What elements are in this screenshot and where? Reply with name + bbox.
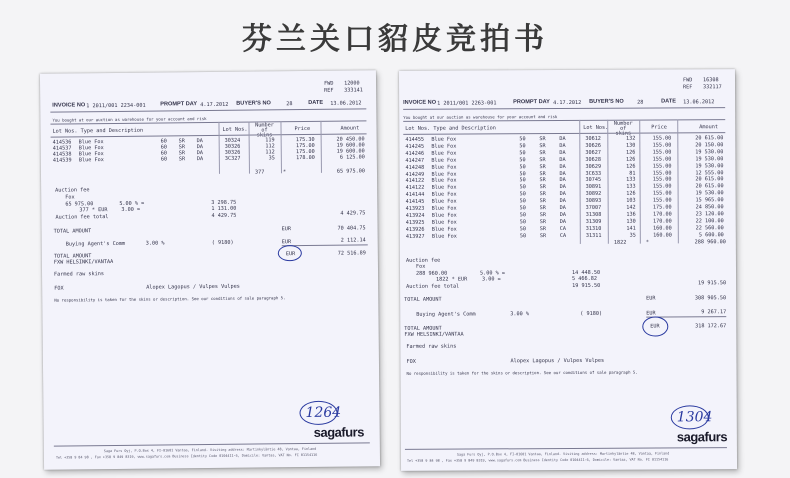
cell-description: Blue Fox [431, 184, 457, 192]
fee-line1-a: 65 975.00 [65, 201, 94, 208]
cell-lot-number: 414249 [405, 171, 425, 178]
invoice-no: 1 2011/001 2234-001 [86, 102, 146, 110]
cell-price: 155.00 [652, 190, 672, 197]
cell-lot-number: 414248 [405, 164, 425, 171]
invoice-no: 1 2011/001 2263-001 [437, 100, 497, 107]
buyers-no: 28 [637, 99, 644, 106]
fee-line1-b: 5.00 % = [480, 270, 506, 277]
col-amount: Amount [699, 124, 719, 131]
cell-grade-a: 50 [519, 156, 526, 163]
cell-grade-a: 60 [160, 144, 167, 151]
fee-line2-c: 5 466.82 [572, 275, 598, 282]
cell-grade-b: SR [178, 144, 185, 151]
cell-amount: 22 560.00 [695, 224, 724, 232]
cell-grade-c: DA [559, 149, 566, 156]
cell-price: 155.00 [652, 197, 672, 204]
hand-drawn-circle [278, 245, 302, 261]
col-number-of-skins: Number of skins [255, 122, 274, 139]
cell-grade-b: SR [178, 138, 185, 145]
cell-price: 155.00 [652, 169, 672, 177]
column-rule [218, 122, 220, 174]
cell-amount: 23 120.00 [695, 211, 724, 218]
cell-grade-a: 60 [160, 150, 168, 157]
footer-address: Saga Furs Oyj, P.O.Box 4, FI-01601 Vantaa, Finland. Visiting address: Martinkyläntie 48, Vantaa, Finland [103, 446, 317, 454]
cell-price: 170.00 [652, 218, 672, 225]
cell-lot-number: 413927 [405, 233, 425, 240]
total-amount-value: 308 905.50 [694, 295, 727, 302]
col-lot-type: Lot Nos. Type and Description [52, 127, 144, 135]
cell-grade-a: 50 [519, 191, 526, 198]
cell-grade-c: DA [559, 136, 566, 143]
cell-grade-c: DA [559, 191, 566, 198]
fee-line1-c: 14 448.50 [571, 269, 601, 276]
fee-total: 19 915.50 [697, 280, 727, 287]
currency-eur: EUR [646, 310, 656, 317]
fee-total: 4 429.75 [340, 210, 366, 217]
cell-lot-number: 413926 [405, 226, 425, 233]
fee-line1-a: 288 960.00 [416, 270, 448, 277]
cell-lot-nos: 3C633 [585, 170, 602, 177]
buyers-no: 28 [286, 101, 293, 108]
cell-amount: 19 530.00 [695, 155, 724, 163]
cell-grade-a: 50 [519, 170, 526, 177]
cell-grade-c: DA [196, 138, 203, 145]
invoice-sheet-left [40, 70, 380, 469]
cell-lot-number: 414539 [52, 157, 72, 164]
cell-number-of-skins: 136 [626, 211, 636, 218]
invoice-no-label: INVOICE NO [52, 102, 86, 109]
cell-grade-b: SR [539, 136, 546, 143]
cell-grade-a: 50 [519, 163, 526, 170]
cell-number-of-skins: 119 [265, 137, 275, 144]
cell-lot-nos: 30326 [224, 143, 241, 150]
cell-grade-c: DA [196, 150, 204, 157]
cell-grade-a: 60 [160, 138, 167, 145]
cell-lot-number: 413925 [405, 219, 425, 226]
fee-total-label: Auction fee total [406, 283, 460, 290]
cell-grade-c: DA [559, 142, 566, 149]
cell-number-of-skins: 126 [626, 156, 636, 163]
cell-grade-c: CA [559, 225, 567, 232]
cell-description: Blue Fox [78, 151, 104, 158]
cell-description: Blue Fox [431, 205, 457, 212]
cell-grade-c: DA [559, 163, 566, 170]
fxw-location: FXW HELSINKI/VANTAA [404, 331, 464, 338]
cell-price: 160.00 [653, 232, 672, 239]
col-lot-nos: Lot Nos. [222, 126, 248, 133]
cell-lot-nos: 30612 [585, 135, 601, 142]
cell-price: 170.00 [652, 211, 672, 218]
cell-lot-number: 414122 [405, 178, 425, 185]
divider [54, 442, 370, 446]
cell-amount: 19 530.00 [695, 148, 724, 156]
fwd-value: 16308 [702, 77, 719, 84]
cell-grade-c: DA [559, 198, 566, 205]
cell-lot-number: 414455 [405, 136, 425, 143]
auction-fee-label: Auction fee [55, 187, 90, 194]
cell-lot-nos: 31308 [585, 211, 602, 218]
cell-price: 155.00 [652, 163, 672, 170]
total-amount-label: TOTAL AMOUNT [53, 228, 92, 235]
cell-grade-c: DA [196, 144, 203, 151]
cell-amount: 6 125.00 [339, 154, 365, 161]
col-number-of-skins: Number of skins [613, 120, 633, 137]
cell-lot-number: 413924 [405, 212, 425, 219]
cell-number-of-skins: 133 [626, 183, 636, 190]
cell-description: Blue Fox [431, 219, 457, 226]
sagafurs-logo: sagafurs [676, 429, 728, 445]
date-label: DATE [308, 99, 324, 106]
cell-grade-a: 60 [160, 156, 168, 163]
cell-grade-b: SR [539, 232, 547, 239]
agent-comm-label: Buying Agent's Comm [65, 240, 126, 248]
cell-number-of-skins: 130 [626, 218, 636, 225]
cell-lot-nos: 30627 [585, 149, 602, 156]
footer-contact: Tel +358 9 84 98 , Fax +358 9 849 8319, www.sagafurs.com Business Identity Code 0104411-6, Domicile: Vantaa, VAT No. FI 01154116 [55, 452, 318, 460]
total-star: * [282, 169, 287, 176]
ref-label: REF [324, 87, 334, 94]
fee-line2-c: 1 131.00 [211, 205, 237, 212]
footer-contact: Tel +358 9 84 98 , Fax +358 9 849 8319, www.sagafurs.com Business Identity Code 0104411-6, Domicile: Vantaa, VAT No. FI 01154116 [406, 457, 669, 463]
col-price: Price [651, 124, 667, 131]
cell-price: 160.00 [653, 225, 672, 232]
cell-amount: 20 150.00 [695, 142, 724, 149]
total-amount: 65 975.00 [336, 168, 366, 175]
cell-grade-c: DA [559, 218, 567, 225]
cell-number-of-skins: 132 [625, 135, 636, 142]
cell-description: Blue Fox [431, 233, 457, 240]
cell-price: 155.00 [652, 183, 672, 190]
col-amount: Amount [340, 125, 360, 132]
cell-lot-nos: 30626 [585, 142, 601, 149]
currency-eur: EUR [646, 295, 656, 302]
cell-amount: 15 965.00 [695, 197, 724, 204]
cell-grade-a: 50 [519, 225, 527, 232]
currency-eur: EUR [281, 226, 291, 233]
cell-amount: 19 530.00 [695, 162, 724, 169]
fee-line2-b: 3.00 = [121, 206, 141, 213]
fwd-label: FWD [682, 77, 693, 84]
cell-description: Blue Fox [431, 177, 457, 185]
cell-grade-b: SR [539, 191, 546, 198]
ref-label: REF [683, 84, 693, 91]
prompt-day-label: PROMPT DAY [513, 99, 550, 106]
fee-line2-a: 377 * EUR [79, 207, 108, 214]
cell-description: Blue Fox [431, 198, 457, 205]
cell-grade-a: 50 [519, 136, 526, 143]
agent-comm-label: Buying Agent's Comm [416, 311, 476, 318]
cell-lot-nos: 30893 [585, 197, 602, 205]
cell-grade-a: 50 [519, 150, 526, 157]
cell-lot-nos: 30892 [585, 191, 602, 198]
currency-eur: EUR [650, 323, 660, 330]
cell-grade-b: SR [539, 170, 546, 177]
total-amount-value: 70 404.75 [337, 225, 366, 232]
cell-lot-nos: 31310 [585, 225, 602, 232]
cell-price: 178.00 [296, 154, 315, 162]
auction-fee-label: Auction fee [405, 257, 441, 264]
prompt-day: 4.17.2012 [553, 99, 582, 107]
cell-lot-number: 414145 [405, 198, 425, 205]
col-lot-type: Lot Nos. Type and Description [405, 125, 496, 132]
cell-price: 175.00 [295, 142, 315, 150]
farmed-skins: Farmed raw skins [406, 343, 457, 350]
col-price: Price [294, 125, 311, 133]
cell-grade-c: DA [559, 170, 566, 177]
farmed-skins: Farmed raw skins [54, 271, 105, 278]
ref-value: 332117 [703, 84, 722, 91]
cell-lot-number: 414245 [405, 143, 425, 150]
disclaimer: No responsibility is taken for the skins or description. See our conditions of sale paragraph 5. [54, 295, 286, 303]
purchase-note: You bought at our auction as warehouse for your account and risk [52, 116, 207, 123]
cell-lot-nos: 30629 [585, 163, 602, 170]
cell-grade-b: SR [539, 198, 546, 205]
cell-number-of-skins: 112 [265, 143, 275, 150]
cell-description: Blue Fox [431, 191, 457, 198]
cell-lot-number: 413923 [405, 205, 425, 212]
cell-grade-c: DA [559, 184, 566, 191]
cell-lot-nos: 31309 [585, 218, 602, 225]
cell-grade-c: DA [559, 156, 566, 163]
ref-value: 333141 [344, 87, 363, 94]
cell-price: 155.00 [652, 149, 672, 156]
total-skins: 377 [254, 169, 265, 176]
cell-amount: 20 615.00 [695, 176, 724, 183]
cell-grade-b: SR [539, 149, 546, 156]
agent-comm-pct: 3.00 % [145, 240, 165, 247]
cell-number-of-skins: 126 [626, 190, 636, 197]
agent-code: ( 9180) [211, 239, 234, 246]
fee-total-label: Auction fee total [55, 214, 109, 221]
cell-grade-b: SR [178, 150, 186, 157]
cell-number-of-skins: 35 [629, 232, 636, 239]
fee-line2-b: 3.00 = [482, 276, 501, 283]
cell-amount: 5 600.00 [698, 231, 724, 238]
column-rule [320, 121, 322, 173]
grand-total: 318 172.67 [695, 323, 727, 330]
fox-code: FOX [406, 358, 416, 365]
cell-grade-b: SR [539, 218, 547, 225]
cell-number-of-skins: 141 [626, 225, 636, 232]
agent-comm-value: 9 267.17 [701, 309, 727, 316]
currency-eur: EUR [285, 251, 296, 258]
cell-number-of-skins: 112 [265, 149, 275, 156]
cell-number-of-skins: 81 [629, 170, 636, 177]
cell-grade-c: DA [559, 211, 566, 218]
cell-lot-nos: 3C327 [224, 155, 241, 162]
total-star: * [645, 239, 649, 246]
column-rule [579, 120, 581, 244]
cell-grade-a: 50 [519, 219, 527, 226]
cell-amount: 19 600.00 [336, 148, 365, 155]
cell-grade-b: SR [178, 156, 186, 163]
cell-description: Blue Fox [431, 212, 457, 219]
handwritten-number: 1304 [676, 409, 713, 426]
cell-lot-nos: 30745 [585, 177, 602, 184]
divider [403, 107, 725, 110]
cell-price: 155.00 [652, 135, 672, 142]
cell-grade-b: SR [539, 212, 546, 219]
cell-amount: 19 530.00 [695, 190, 724, 197]
cell-lot-number: 414122 [405, 185, 425, 192]
total-amount: 288 960.00 [694, 239, 726, 246]
cell-lot-nos: 31311 [585, 232, 602, 239]
cell-description: Blue Fox [431, 136, 457, 143]
purchase-note: You bought at our auction as warehouse for your account and risk [403, 114, 558, 120]
invoice-no-label: INVOICE NO [403, 99, 437, 106]
cell-grade-a: 50 [519, 232, 527, 239]
cell-amount: 22 100.00 [695, 217, 724, 225]
fee-line1-b: 5.00 % = [119, 200, 145, 207]
prompt-day: 4.17.2012 [200, 101, 229, 109]
cell-description: Blue Fox [431, 171, 457, 178]
cell-grade-b: SR [539, 163, 546, 170]
cell-description: Blue Fox [78, 145, 104, 152]
cell-grade-b: SR [539, 156, 546, 163]
cell-grade-b: SR [539, 177, 546, 184]
hand-drawn-circle [642, 316, 668, 336]
cell-lot-number: 414538 [52, 151, 72, 158]
sagafurs-logo: sagafurs [313, 424, 364, 440]
cell-lot-nos: 30324 [224, 137, 241, 144]
prompt-day-label: PROMPT DAY [160, 101, 198, 108]
cell-lot-nos: 37007 [585, 204, 602, 211]
cell-price: 175.30 [295, 136, 315, 144]
cell-lot-number: 414247 [405, 157, 425, 164]
cell-lot-nos: 30326 [224, 149, 241, 156]
buyers-no-label: BUYER'S NO [589, 98, 624, 105]
cell-grade-a: 50 [519, 143, 526, 150]
date: 13.06.2012 [683, 99, 715, 106]
page-title: 芬兰关口貂皮竞拍书 [242, 22, 548, 57]
species: Alopex Lagopus / Vulpes Vulpes [146, 283, 240, 291]
cell-price: 155.00 [652, 176, 672, 183]
fee-total-mid: 4 429.75 [211, 212, 237, 219]
buyers-no-label: BUYER'S NO [236, 100, 271, 107]
cell-description: Blue Fox [431, 164, 457, 171]
disclaimer: No responsibility is taken for the skins or description. See our conditions of sale paragraph 5. [406, 369, 638, 376]
cell-grade-a: 50 [519, 205, 526, 212]
cell-grade-c: DA [196, 156, 204, 163]
column-rule [677, 119, 679, 243]
agent-comm-value: 2 112.14 [340, 237, 366, 244]
fee-line2-a: 1822 * EUR [436, 276, 468, 283]
cell-description: Blue Fox [78, 139, 104, 146]
fwd-label: FWD [324, 80, 334, 87]
cell-price: 175.00 [295, 148, 315, 156]
cell-grade-b: SR [539, 143, 546, 150]
cell-description: Blue Fox [431, 157, 457, 164]
fox-label: Fox [65, 194, 75, 201]
cell-lot-number: 414537 [52, 145, 72, 152]
cell-number-of-skins: 35 [268, 155, 275, 162]
invoice-sheet-right [399, 69, 737, 471]
cell-amount: 12 555.00 [695, 169, 724, 176]
cell-grade-c: DA [559, 177, 566, 184]
date: 13.06.2012 [330, 100, 362, 107]
cell-number-of-skins: 142 [626, 204, 636, 211]
fox-label: Fox [415, 263, 426, 270]
cell-lot-nos: 30628 [585, 156, 602, 163]
total-amount2-label: TOTAL AMOUNT [53, 253, 92, 260]
col-lot-nos: Lot Nos. [583, 124, 609, 131]
cell-grade-b: SR [539, 184, 546, 191]
cell-price: 155.00 [652, 142, 672, 149]
cell-amount: 20 450.00 [336, 136, 365, 143]
cell-lot-number: 414536 [52, 139, 72, 146]
cell-amount: 20 615.00 [695, 183, 724, 190]
cell-grade-a: 50 [519, 212, 526, 219]
species: Alopex Lagopus / Vulpes Vulpes [510, 357, 605, 365]
cell-description: Blue Fox [431, 143, 457, 150]
cell-grade-a: 50 [519, 177, 526, 184]
cell-grade-b: SR [539, 205, 546, 212]
agent-comm-pct: 3.00 % [510, 311, 529, 318]
cell-amount: 24 850.00 [695, 204, 724, 211]
cell-description: Blue Fox [431, 226, 457, 233]
cell-number-of-skins: 126 [626, 163, 636, 170]
cell-description: Blue Fox [78, 157, 104, 164]
fwd-value: 12000 [344, 80, 360, 87]
grand-total: 72 516.89 [337, 250, 366, 257]
cell-description: Blue Fox [431, 150, 457, 157]
cell-number-of-skins: 133 [626, 177, 636, 184]
currency-eur: EUR [281, 239, 292, 246]
cell-grade-a: 50 [519, 184, 526, 191]
footer-address: Saga Furs Oyj, P.O.Box 4, FI-01601 Vantaa, Finland. Visiting address: Martinkyläntie 48, Vantaa, Finland [456, 451, 670, 457]
cell-grade-a: 50 [519, 198, 526, 205]
cell-price: 175.00 [652, 204, 672, 211]
cell-lot-nos: 30891 [585, 184, 602, 191]
handwritten-number: 1264 [305, 404, 342, 422]
hand-drawn-circle [671, 405, 709, 429]
cell-number-of-skins: 130 [625, 142, 636, 149]
date-label: DATE [661, 98, 676, 105]
fox-code: FOX [54, 285, 64, 292]
fee-total-mid: 19 915.50 [572, 282, 601, 289]
total-skins: 1822 [613, 239, 627, 246]
cell-grade-b: SR [539, 225, 547, 232]
cell-amount: 20 615.00 [695, 135, 724, 142]
cell-number-of-skins: 126 [625, 149, 636, 156]
total-amount2-label: TOTAL AMOUNT [404, 325, 442, 332]
cell-price: 155.00 [652, 156, 672, 163]
fxw-location: FXW HELSINKI/VANTAA [53, 259, 114, 266]
cell-grade-c: CA [559, 232, 567, 239]
fee-line1-c: 3 298.75 [211, 199, 237, 206]
cell-grade-c: DA [559, 205, 566, 212]
total-amount-label: TOTAL AMOUNT [404, 296, 442, 303]
cell-lot-number: 414144 [405, 191, 425, 199]
hand-drawn-circle [299, 401, 337, 425]
divider [405, 447, 727, 450]
cell-number-of-skins: 103 [626, 197, 636, 204]
cell-lot-number: 414246 [405, 150, 425, 157]
cell-amount: 19 600.00 [336, 142, 365, 149]
agent-code: ( 9180) [580, 310, 603, 317]
